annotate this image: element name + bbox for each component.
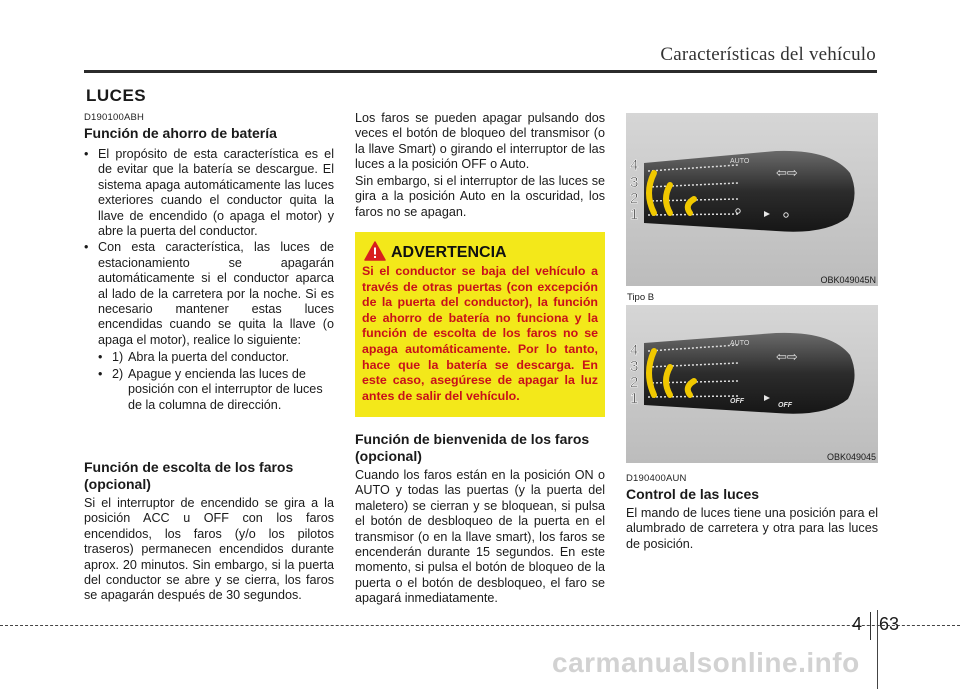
switch-off-label-1: OFF [730,398,744,405]
footer-divider [870,612,871,640]
position-number-4-b: 4 [630,342,639,359]
bullet-item-2: • Con esta característica, las luces de estacionamiento se apagarán automáticamente si el conductor aparca al lado de la carretera por la noche. Si es necesario mantener estas luces encendidas cuando se quita la llave (o apaga el motor), realice lo siguiente: • 1) Abra la puerta del conductor. • 2) Apague y encienda las luces de posición con el interruptor de luces de la columna de dirección. [84,240,334,412]
running-header-title: Características del vehículo [660,44,876,65]
bullet-item-1: • El propósito de esta característica es el de evitar que la batería se descargue. El sistema apaga automáticamente las luces exteriores cuando el conductor quita la llave de encendido (o apaga el motor) y abre la puerta del conductor. [84,147,334,239]
svg-text:⇦⇨: ⇦⇨ [776,166,798,181]
heading-battery-saver: Función de ahorro de batería [84,125,277,141]
photo-b-caption: OBK049045 [826,452,876,462]
switch-auto-label: AUTO [730,158,750,165]
warning-box [355,232,605,417]
position-number-2: 2 [630,190,639,207]
watermark: carmanualsonline.info [552,647,860,678]
light-switch-photo-type-b [626,305,878,463]
doc-code-2: D190400AUN [626,473,687,484]
chapter-number: 4 [852,614,863,634]
photo-b-label: Tipo B [627,292,655,303]
battery-saver-body [84,147,334,414]
svg-text:⇦⇨: ⇦⇨ [776,350,798,365]
position-number-4: 4 [630,157,639,174]
position-number-1: 1 [630,206,639,223]
warning-text: Si el conductor se baja del vehículo a través de otras puertas (con excepción de la puerta del conductor), la función de ahorro de batería no funciona y la función de escolta de los faros no se apaga automáticamente. Por lo tanto, hace que la batería se descarga. En este caso, asegúrese de apagar la luz antes de salir del vehículo. [362,264,598,403]
header-rule [84,70,877,73]
warning-triangle-icon [364,241,386,261]
light-switch-photo-type-a [626,113,878,286]
doc-code-1: D190100ABH [84,112,145,123]
section-title: LUCES [86,86,147,105]
footer-crop-mark [877,610,878,689]
position-number-2-b: 2 [630,374,639,391]
position-number-3-b: 3 [630,358,639,375]
warning-title: ADVERTENCIA [391,244,507,261]
switch-auto-label-b: AUTO [730,340,750,347]
page-number: 63 [879,614,900,634]
photo-a-caption: OBK049045N [820,275,876,285]
heading-escort: Función de escolta de los faros (opcional) [84,459,294,492]
footer-rule [0,625,960,626]
auto-dark-paragraph: Sin embargo, si el interruptor de las luces se gira a la posición Auto en la oscuridad, los faros no se apagan. [355,174,605,219]
escort-paragraph: Si el interruptor de encendido se gira a la posición ACC u OFF con los faros encendidos, los faros (y/o los pilotos traseros) permanecen encendidos durante aprox. 20 minutos. Sin embargo, si la puerta del conductor se abre y se cierra, los faros se apagarán después de 30 segundos. [84,496,334,603]
step-item-1: • 1) Abra la puerta del conductor. [98,350,334,365]
step-item-2: • 2) Apague y encienda las luces de posición con el interruptor de luces de la columna de dirección. [98,367,334,413]
position-number-1-b: 1 [630,390,639,407]
welcome-paragraph: Cuando los faros están en la posición ON o AUTO y todas las puertas (y la puerta del maletero) se cierran y se bloquean, si pulsa el botón de desbloqueo de la puerta en el transmisor (o en la llave smart), los faros se encenderán durante 15 segundos. En este momento, si pulsa el botón de bloqueo de la puerta o el botón de desbloqueo, el faro se apagará inmediatamente. [355,468,605,606]
light-control-paragraph: El mando de luces tiene una posición para el alumbrado de carretera y otra para las luces de posición. [626,506,878,551]
switch-off-label-2: OFF [778,402,792,409]
heading-welcome: Función de bienvenida de los faros (opcional) [355,431,590,464]
heading-light-control: Control de las luces [626,486,760,502]
headlight-off-paragraph: Los faros se pueden apagar pulsando dos veces el botón de bloqueo del transmisor (o la llave Smart) o girando el interruptor de las luces a la posición OFF o Auto. [355,111,605,172]
position-number-3: 3 [630,174,639,191]
